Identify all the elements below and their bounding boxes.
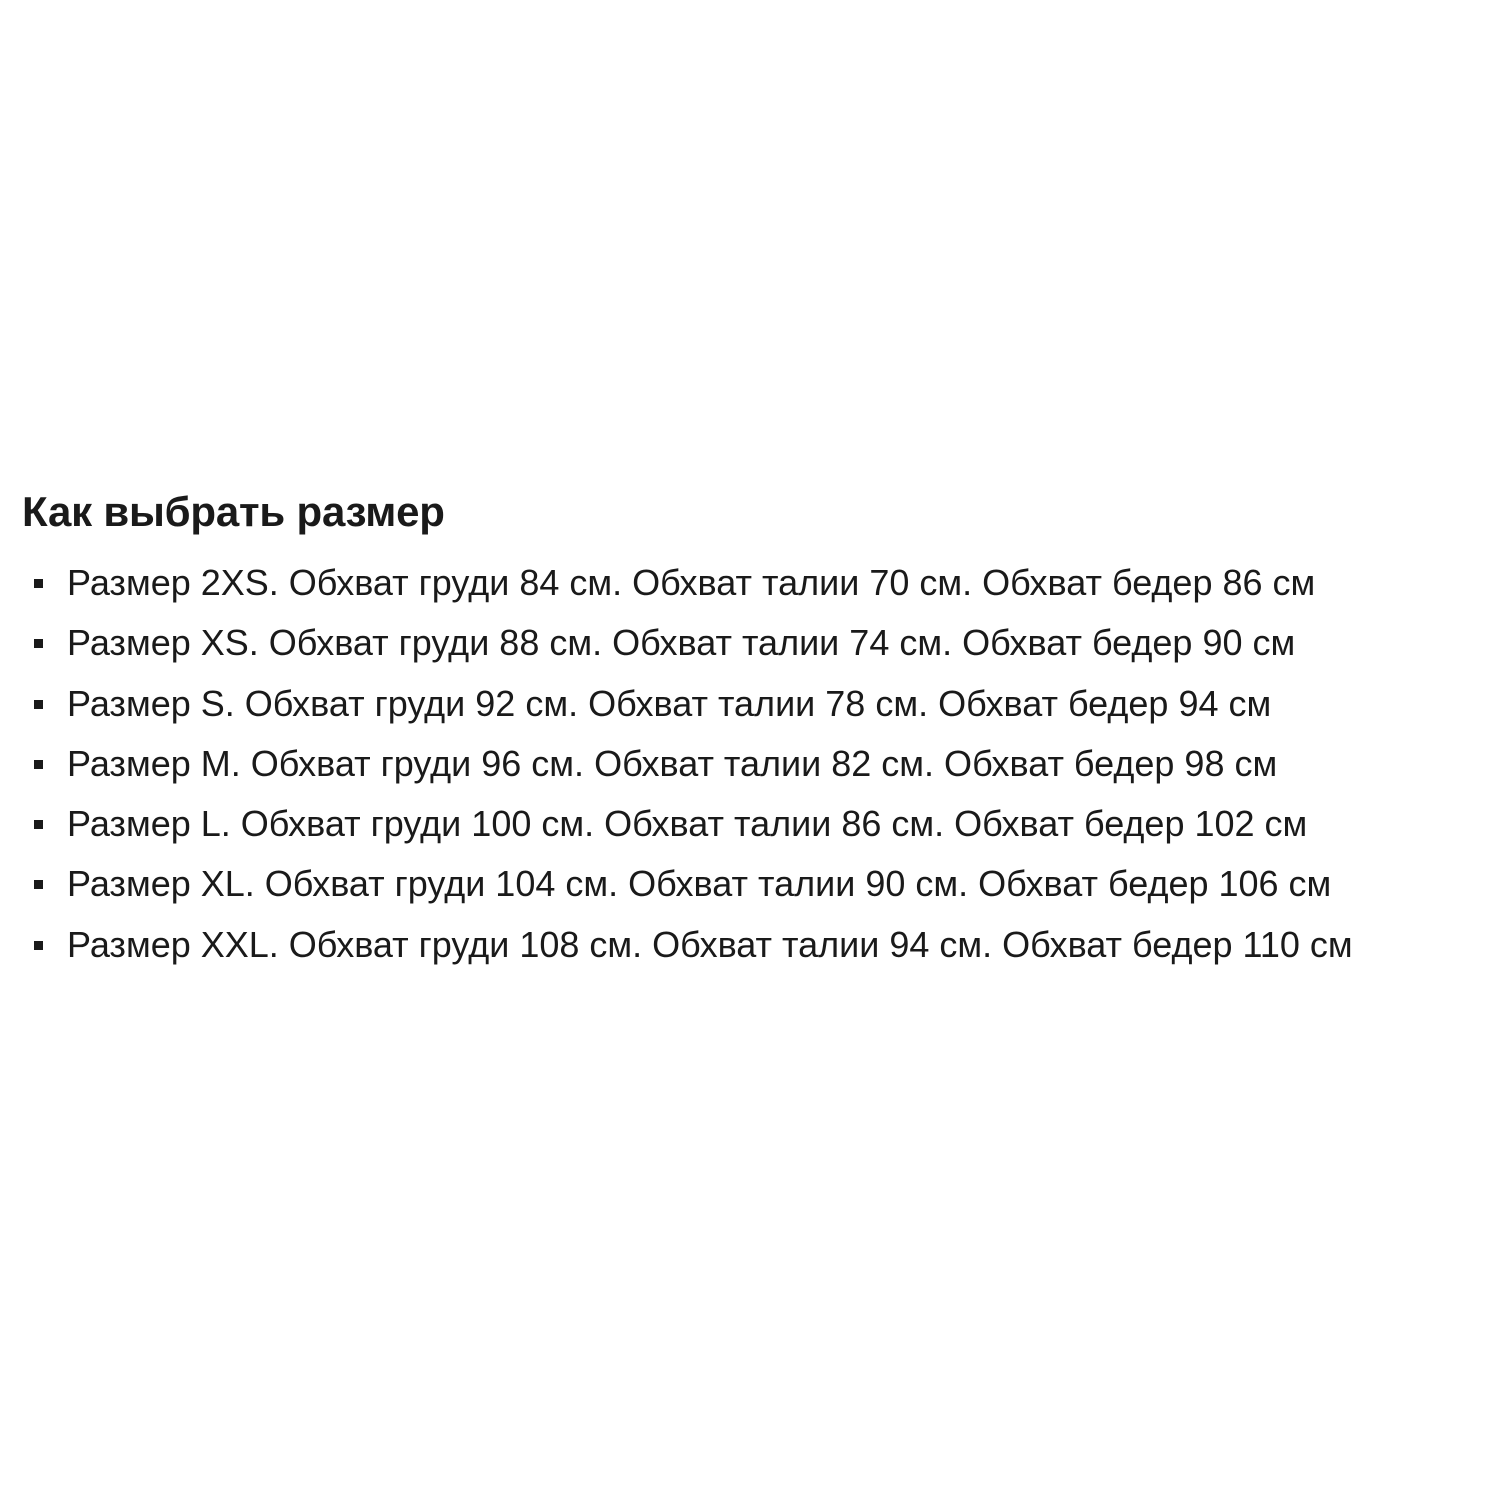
square-bullet-icon <box>34 579 43 588</box>
size-text: Размер XS. Обхват груди 88 см. Обхват талии 74 см. Обхват бедер 90 см <box>67 622 1296 664</box>
size-text: Размер S. Обхват груди 92 см. Обхват талии 78 см. Обхват бедер 94 см <box>67 682 1272 724</box>
size-text: Размер L. Обхват груди 100 см. Обхват талии 86 см. Обхват бедер 102 см <box>67 803 1308 845</box>
list-item <box>22 742 1492 806</box>
list-item <box>22 923 1492 987</box>
size-guide <box>22 480 1492 987</box>
list-item <box>22 863 1492 926</box>
square-bullet-icon <box>34 700 43 709</box>
list-item <box>22 803 1492 866</box>
size-text: Размер XXL. Обхват груди 108 см. Обхват талии 94 см. Обхват бедер 110 см <box>67 923 1353 965</box>
page-title: Как выбрать размер <box>22 488 445 535</box>
square-bullet-icon <box>34 941 43 950</box>
size-text: Размер M. Обхват груди 96 см. Обхват талии 82 см. Обхват бедер 98 см <box>67 742 1278 784</box>
list-item <box>22 622 1492 685</box>
size-text: Размер 2XS. Обхват груди 84 см. Обхват талии 70 см. Обхват бедер 86 см <box>67 562 1316 603</box>
square-bullet-icon <box>34 820 43 829</box>
square-bullet-icon <box>34 880 43 889</box>
square-bullet-icon <box>34 639 43 648</box>
size-text: Размер XL. Обхват груди 104 см. Обхват талии 90 см. Обхват бедер 106 см <box>67 863 1332 905</box>
list-item <box>22 562 1492 625</box>
square-bullet-icon <box>34 760 43 769</box>
size-list <box>22 562 1492 987</box>
list-item <box>22 682 1492 746</box>
